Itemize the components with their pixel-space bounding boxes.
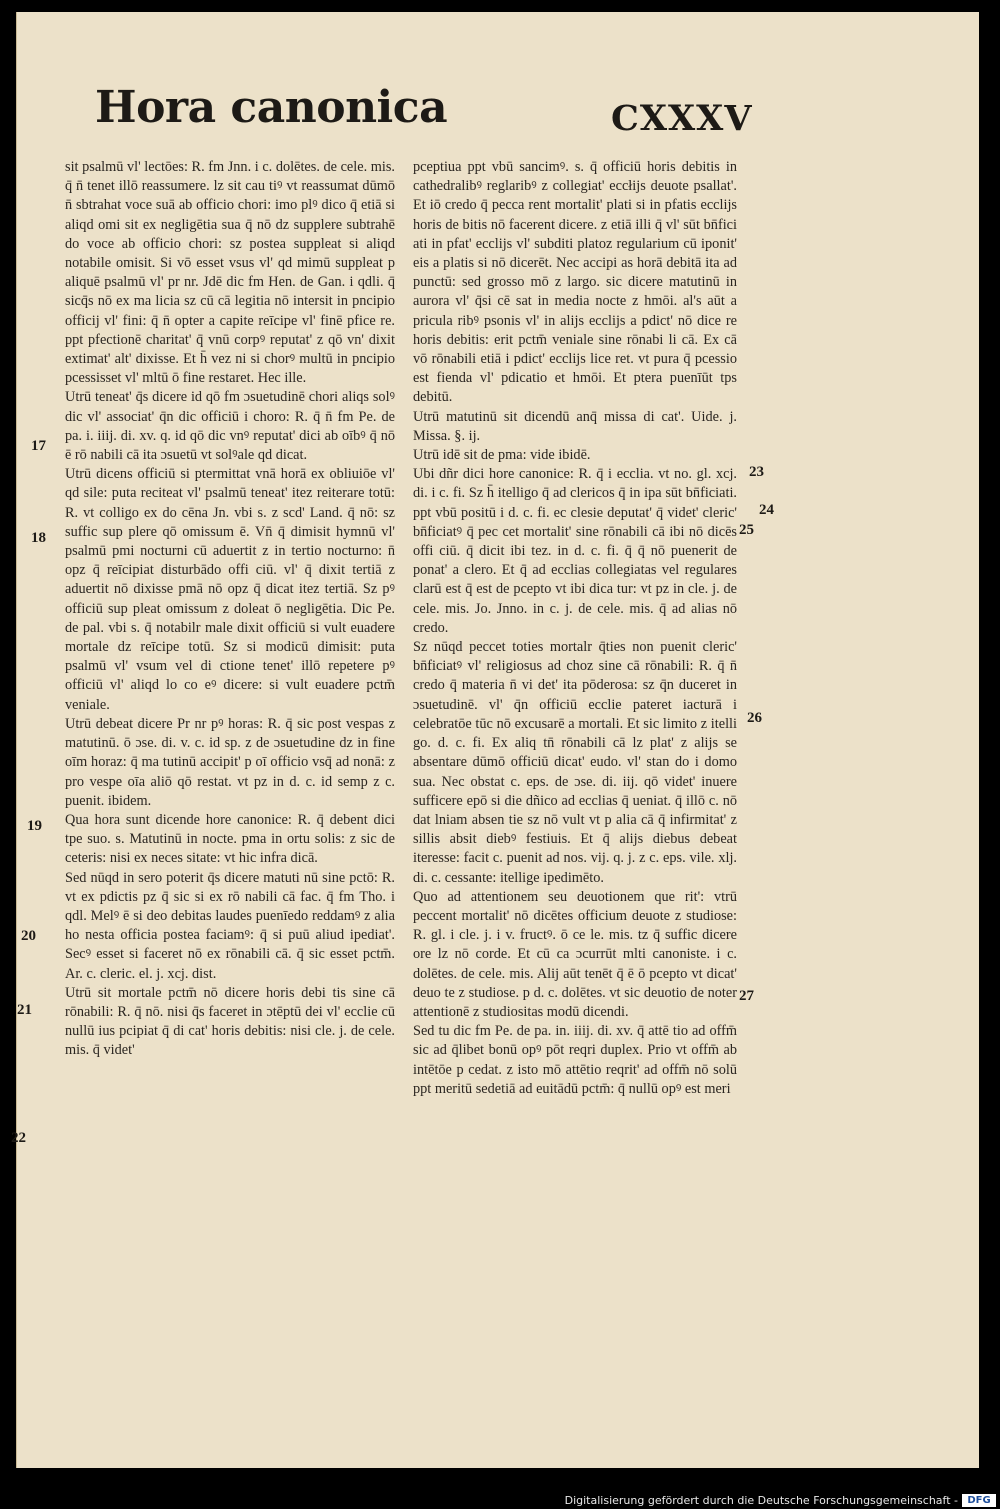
text-paragraph: Utrū teneat' q̄s dicere id qō fm ɔsuetudinē chori aliqs solꝰ dic vl' associat' q̄n dic officiū i choro: R. q̄ n̄ fm Pe. de pa. i. iiij. di. xv. q. id qō dic vnꝰ reputat' dici ab oībꝰ q̄ nō ē rō nabili cā ita ɔsuetū vt solꝰale qd dicat. [65,389,395,464]
text-paragraph: Sed nūqd in sero poterit q̄s dicere matuti nū sine pctō: R. vt ex pdictis pz q̄ sic si ex rō nabili cā fac. q̄ fm Tho. i qdl. Melꝰ ē si deo debitas laudes puenīedo reddamꝰ z alia ho nesta officia postea faciamꝰ: q̄ si puū aliud ipediat'. Secꝰ esset si faceret nō ex rōnabili cā. q̄ sic esset pctm̄. Ar. c. cleric. el. j. xcj. dist. [65,869,395,982]
right-column [413,158,737,1099]
text-paragraph: Utrū dicens officiū si ptermittat vnā horā ex obliuiōe vl' qd sile: puta reciteat vl' psalmū teneat' itez reiterare totū: R. vt colligo ex do cēna Jn. vbi s. z scd' Land. q̄ nō: sz suffic sup plere qō omissum ē. Vn̄ q̄ dimisit hymnū vl' psalmū pmi nocturni cū aduertit z in tertio nocturno: n̄ opz q̄ reīcipiat disturbādo offi ciū. vl' q̄ dixit tertiā z aduertit nō dixisse pmā nō opz q̄ dicat itez tertiā. Sz pꝰ officiū sup pleat omissum z doleat ō negligētia. Dic Pe. de pal. vbi s. q̄ notabilr male dixit officiū si vult euadere mortale dz reīcipe totū. Sz si modicū dimisit: puta psalmū vl' vsum vel di ctione tenet' illō repetere pꝰ officiū vl' aliqd lo co eꝰ dicere: si vult euadere pctm̄ veniale. [65,466,395,713]
margin-number: 23 [749,464,764,480]
text-paragraph: pceptiua ppt vbū sancimꝰ. s. q̄ officiū horis debitis in cathedralibꝰ reglaribꝰ z collegiat' eccłijs deuote psallat'. Et iō credo q̄ pecca rent mortalit' plati si in pfatis ecclijs horis de bitis nō facerent dicere. z etiā illi q̄ vl' sūt bn̄fici ati in pfat' ecclijs vl' subditi platoz regularium cū iponit' eis a platis si nō dicerēt. Nec accipi as horā debitā ita ad punctū: sed grosso mō z largo. sic dicere matutinū in aurora vl' q̄si cē sat in media nocte z hmōi. al's aūt a pricula ribꝰ psonis vl' in alijs ecclijs a pdict' nō dice re horis debitis: erit pctm̄ veniale sine rōnabi li cā. Ex cā vō rōnabili etiā i pdict' ecclijs lice ret. vt pura q̄ pcessio est fienda vl' pdicatio et hmōi. Et ptera puenīūt tps debitū. [413,159,737,406]
margin-number: 20 [21,928,36,944]
margin-number: 24 [759,502,774,518]
margin-number: 26 [747,710,762,726]
dfg-logo: DFG [962,1494,996,1507]
book-page [11,12,979,1468]
text-paragraph: Utrū debeat dicere Pr nr pꝰ horas: R. q̄ sic post vespas z matutinū. ō ɔse. di. v. c. id sp. z de ɔsuetudine dz in fine oīm horaz: q̄ ma tutinū accipit' p oī officio vsq̄ ad nonā: z pro vespe oīa aliō qō restat. vt pz in d. c. id semp z c. puenit. ibidem. [65,715,395,809]
folio-number: CXXXV [611,98,753,139]
text-paragraph: Qua hora sunt dicende hore canonice: R. q̄ debent dici tpe suo. s. Matutinū in nocte. pma in ortu solis: z sic de ceteris: nisi ex neces sitate: vt hic infra dicā. [65,811,395,867]
margin-number: 22 [11,1130,26,1146]
margin-number: 19 [27,818,42,834]
text-paragraph: Sz nūqd peccet toties mortalr q̄ties non puenit cleric' bn̄ficiatꝰ vl' religiosus ad choz sine cā rōnabili: R. q̄ n̄ credo q̄ materia n̄ vi det' ita pōderosa: sz q̄n duceret in ɔsuetudinē. vl' q̄n officiū ecclie pateret iacturā i celebratōe tūc nō excusarē a mortali. Et sic limito z itelli go. d. c. fi. Ex aliq tn̄ rōnabili cā lz plat' z alijs se absentare dūmō officiū dicat' eudo. vl' stan do i domo sua. Nec obstat c. eps. de ɔse. di. iij. qō videt' inuere sufficere epō si die dñico ad ecclias q̄ ueniat. q̄ illō c. nō dat lniam absen tie sz nō vult vt p alia cā q̄ infirmitat' z sillis absit diebꝰ festiuis. Et q̄ alijs diebus debeat iteresse: facit c. puenit ad nos. vij. q. j. z c. eps. vile. xlj. di. c. cessante: itellige ipedimēto. [413,639,737,886]
margin-number: 21 [17,1002,32,1018]
text-paragraph: Utrū sit mortale pctm̄ nō dicere horis debi tis sine cā rōnabili: R. q̄ nō. nisi q̄s faceret in ɔtēptū dei vl' ecclie cū nullū ius pcipiat q̄ di cat' horis debitis: nisi cle. j. de cele. mis. q̄ videt' [65,984,395,1059]
text-paragraph: Sed tu dic fm Pe. de pa. in. iiij. di. xv. q̄ attē tio ad offm̄ sic ad q̄libet bonū opꝰ pōt reqri duplex. Prio vt offm̄ ab intētōe p cedat. z isto mō attētio reqrit' ad offm̄ nō solū ppt meritū sedetiā ad euitādū pctm̄: q̄ nullū opꝰ est meri [413,1023,737,1097]
text-paragraph: Utrū matutinū sit dicendū anq̄ missa di cat'. Uide. j. Missa. §. ij. [413,408,737,444]
text-paragraph: Ubi dñr dici hore canonice: R. q̄ i ecclia. vt no. gl. xcj. di. i c. fi. Sz h̄ itelligo q̄ ad clericos q̄ in ipa sūt bn̄ficiati. ppt vbū positū i d. c. fi. ec clesie deputat' q̄ videt' cleric' bn̄ficiatꝰ q̄ pec cet mortalit' sine rōnabili cā ibi nō dicēs offi ciū. q̄ dicit ibi tez. in d. c. fi. q̄ q̄ nō puenerit de ponat' a clero. Et q̄ ad ecclias collegiatas vel regulares clarū est q̄ est de pcepto vt ibi dica tur: vt pz in cle. j. de cele. mis. Jo. Jnno. in c. j. de cele. mis. q̄ ad alias nō credo. [413,466,737,636]
text-paragraph: Utrū idē sit de pma: vide ibidē. [413,447,591,464]
digitization-footer [0,1492,1000,1509]
margin-number: 18 [31,530,46,546]
funding-credit: Digitalisierung gefördert durch die Deutsche Forschungsgemeinschaft - [564,1494,958,1507]
margin-number: 25 [739,522,754,538]
running-title: Hora canonica [95,82,448,133]
margin-number: 27 [739,988,754,1004]
left-column [65,158,395,1061]
text-paragraph: Quo ad attentionem seu deuotionem que rit': vtrū peccent mortalit' nō dicētes officium deuote z studiose: R. gl. i cle. j. i v. fructꝰ. ō ce le. mis. tz q̄ suffic dicere ore lz nō corde. Et cū ca ɔcurrūt mlti canoniste. i c. dolētes. de cele. mis. Alij aūt tenēt q̄ ē ō pcepto vt dicat' deuo te z studiose. p d. c. dolētes. vt sic deuotio de noter attentionē z studiositas modū dicendi. [413,888,737,1020]
text-paragraph: sit psalmū vl' lectōes: R. fm Jnn. i c. dolētes. de cele. mis. q̄ n̄ tenet illō reassumere. lz sit cau tiꝰ vt reassumat dūmō n̄ sbtrahat voce suā ab officio chori: imo plꝰ dico q̄ etiā si aliqd omi sit ex negligētia sua q̄ nō dz supplere subtrahē do voce ab officio chori: sz postea suppleat si aliqd notabile omisit. Si vō esset vsus vl' qd mimū suppleat p aliquē psalmū vl' pr nr. Jdē dic fm Hen. de Gan. i qdli. q̄ sicq̄s nō ex ma licia sz cū cā legitia nō intersit in pncipio officij vl' fini: q̄ n̄ opter a capite reīcipe vl' finē pfice re. ppt pfectionē charitat' q̄ vnū corpꝰ reputat' z qō vn' dixit extimat' alt' dixisse. Et h̄ vez ni si chorꝰ multū in pncipio pcessisset vl' mltū ō fine restaret. Hec ille. [65,159,395,387]
margin-number: 17 [31,438,46,454]
